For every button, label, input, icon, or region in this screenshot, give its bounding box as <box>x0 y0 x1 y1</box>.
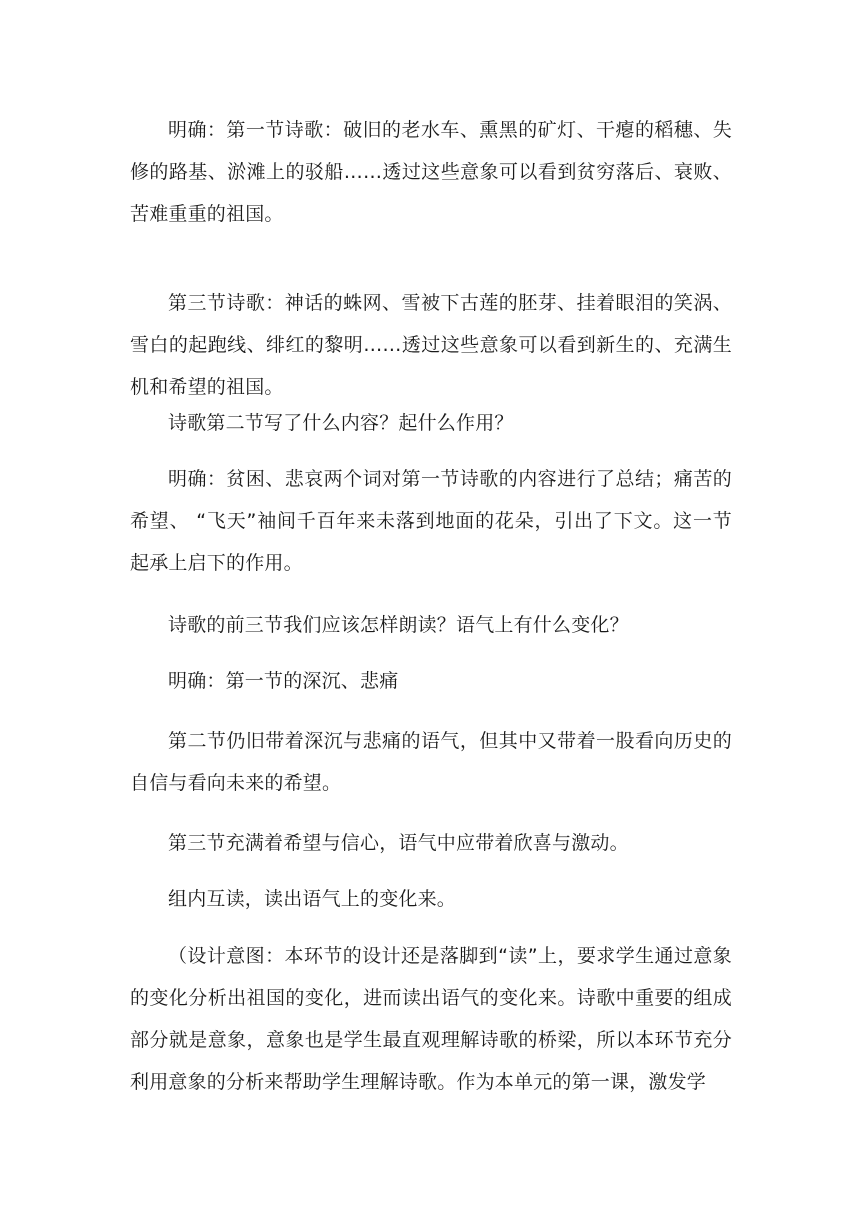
paragraph-group-reading: 组内互读，读出语气上的变化来。 <box>168 888 457 910</box>
paragraph-third-section-imagery: 第三节诗歌：神话的蛛网、雪被下古莲的胚芽、挂着眼泪的笑涡、雪白的起跑线、绯红的黎明……透过这些意象可以看到新生的、充满生机和希望的祖国。 <box>130 292 732 398</box>
paragraph-second-section-tone: 第二节仍旧带着深沉与悲痛的语气，但其中又带着一股看向历史的自信与看向未来的希望。 <box>130 730 732 794</box>
paragraph-first-section-imagery: 明确：第一节诗歌：破旧的老水车、熏黑的矿灯、干瘪的稻穗、失修的路基、淤滩上的驳船……透过这些意象可以看到贫穷落后、衰败、苦难重重的祖国。 <box>130 119 732 225</box>
paragraph-first-section-tone: 明确：第一节的深沉、悲痛 <box>168 670 399 692</box>
paragraph-design-intent: （设计意图：本环节的设计还是落脚到“读”上，要求学生通过意象的变化分析出祖国的变化，进而读出语气的变化来。诗歌中重要的组成部分就是意象，意象也是学生最直观理解诗歌的桥梁，所以本环节充分利用意象的分析来帮助学生理解诗歌。作为本单元的第一课，激发学 <box>130 945 732 1093</box>
paragraph-question-second-section: 诗歌第二节写了什么内容？起什么作用？ <box>168 412 514 434</box>
paragraph-third-section-tone: 第三节充满着希望与信心，语气中应带着欣喜与激动。 <box>168 832 629 854</box>
paragraph-question-reading: 诗歌的前三节我们应该怎样朗读？语气上有什么变化？ <box>168 614 629 636</box>
paragraph-second-section-answer: 明确：贫困、悲哀两个词对第一节诗歌的内容进行了总结；痛苦的希望、 “飞天”袖间千百年来未落到地面的花朵，引出了下文。这一节起承上启下的作用。 <box>130 468 732 574</box>
